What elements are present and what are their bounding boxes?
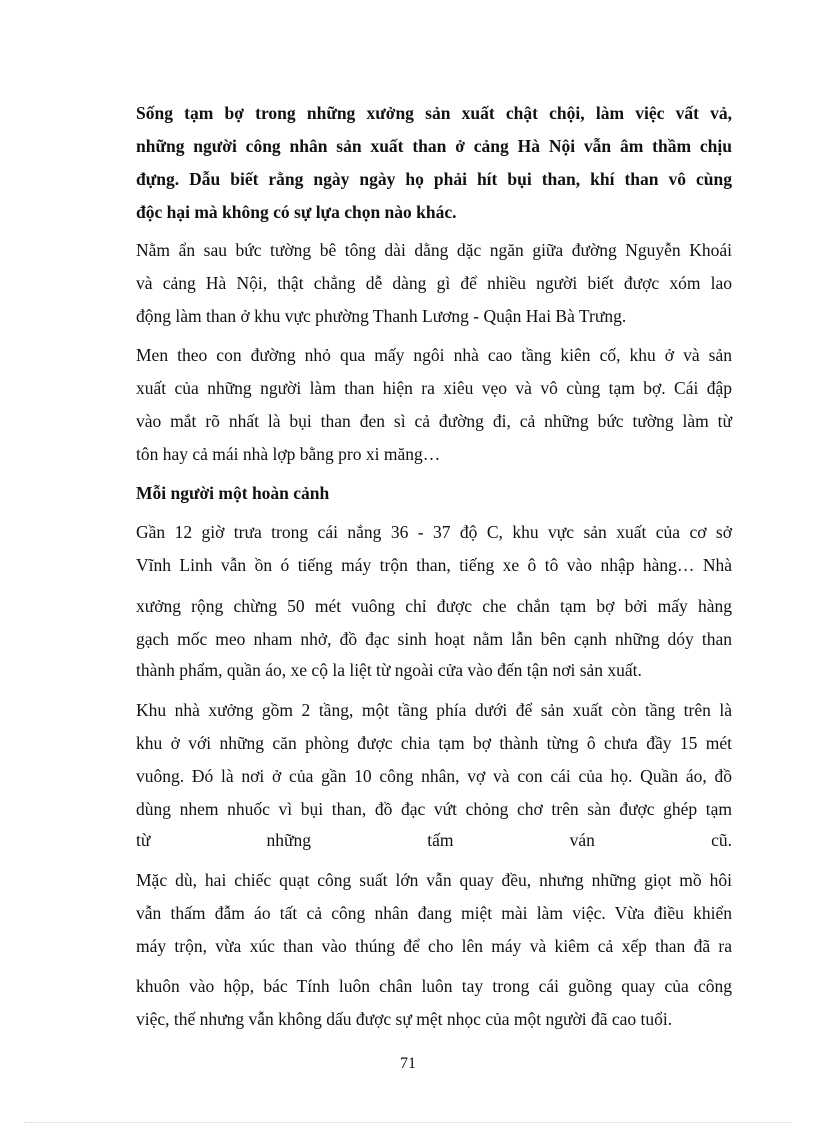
paragraph-line: vào mắt rõ nhất là bụi than đen sì cả đường đi, cả những bức tường làm từ xyxy=(136,411,732,431)
intro-line: độc hại mà không có sự lựa chọn nào khác. xyxy=(136,202,457,222)
paragraph-line: thành phẩm, quần áo, xe cộ la liệt từ ngoài cửa vào đến tận nơi sản xuất. xyxy=(136,660,642,680)
intro-line: Sống tạm bợ trong những xưởng sản xuất chật chội, làm việc vất vả, xyxy=(136,103,732,123)
paragraph-line: vẫn thấm đẫm áo tất cả công nhân đang miệt mài làm việc. Vừa điều khiển xyxy=(136,903,732,923)
paragraph-line: Gần 12 giờ trưa trong cái nắng 36 - 37 độ C, khu vực sản xuất của cơ sở xyxy=(136,522,732,542)
paragraph-line: xuất của những người làm than hiện ra xiêu vẹo và vô cùng tạm bợ. Cái đập xyxy=(136,378,732,398)
section-subheading: Mỗi người một hoàn cảnh xyxy=(136,483,330,503)
paragraph-line: Vĩnh Linh vẫn ồn ó tiếng máy trộn than, tiếng xe ô tô vào nhập hàng… Nhà xyxy=(136,555,732,575)
paragraph-line: động làm than ở khu vực phường Thanh Lương - Quận Hai Bà Trưng. xyxy=(136,306,627,326)
paragraph-line: Khu nhà xưởng gồm 2 tầng, một tầng phía dưới để sản xuất còn tầng trên là xyxy=(136,700,732,720)
paragraph-line: việc, thế nhưng vẫn không dấu được sự mệt nhọc của một người đã cao tuổi. xyxy=(136,1009,673,1029)
paragraph-line: từ những tấm ván cũ. xyxy=(136,830,732,850)
page-number: 71 xyxy=(400,1055,416,1072)
paragraph-line: và cảng Hà Nội, thật chẳng dễ dàng gì để nhiều người biết được xóm lao xyxy=(136,273,732,293)
paragraph-line: Mặc dù, hai chiếc quạt công suất lớn vẫn quay đều, nhưng những giọt mồ hôi xyxy=(136,870,732,890)
intro-line: những người công nhân sản xuất than ở cảng Hà Nội vẫn âm thầm chịu xyxy=(136,136,732,156)
paragraph-line: xưởng rộng chừng 50 mét vuông chỉ được che chắn tạm bợ bởi mấy hàng xyxy=(136,596,732,616)
paragraph-line: vuông. Đó là nơi ở của gần 10 công nhân, vợ và con cái của họ. Quần áo, đồ xyxy=(136,766,732,786)
paragraph-line: máy trộn, vừa xúc than vào thúng để cho lên máy và kiêm cả xếp than đã ra xyxy=(136,936,732,956)
paragraph-line: khu ở với những căn phòng được chia tạm bợ thành từng ô chưa đầy 15 mét xyxy=(136,733,732,753)
paragraph-line: dùng nhem nhuốc vì bụi than, đồ đạc vứt chỏng chơ trên sàn được ghép tạm xyxy=(136,799,732,819)
paragraph-line: gạch mốc meo nham nhở, đồ đạc sinh hoạt nằm lẫn bên cạnh những dóy than xyxy=(136,629,732,649)
paragraph-line: tôn hay cả mái nhà lợp bằng pro xi măng… xyxy=(136,444,441,464)
paragraph-line: khuôn vào hộp, bác Tính luôn chân luôn tay trong cái guồng quay của công xyxy=(136,976,732,996)
paragraph-line: Men theo con đường nhỏ qua mấy ngôi nhà cao tầng kiên cố, khu ở và sản xyxy=(136,345,732,365)
intro-line: đựng. Dẫu biết rằng ngày ngày họ phải hít bụi than, khí than vô cùng xyxy=(136,169,732,189)
paragraph-line: Nằm ẩn sau bức tường bê tông dài dằng dặc ngăn giữa đường Nguyễn Khoái xyxy=(136,240,732,260)
